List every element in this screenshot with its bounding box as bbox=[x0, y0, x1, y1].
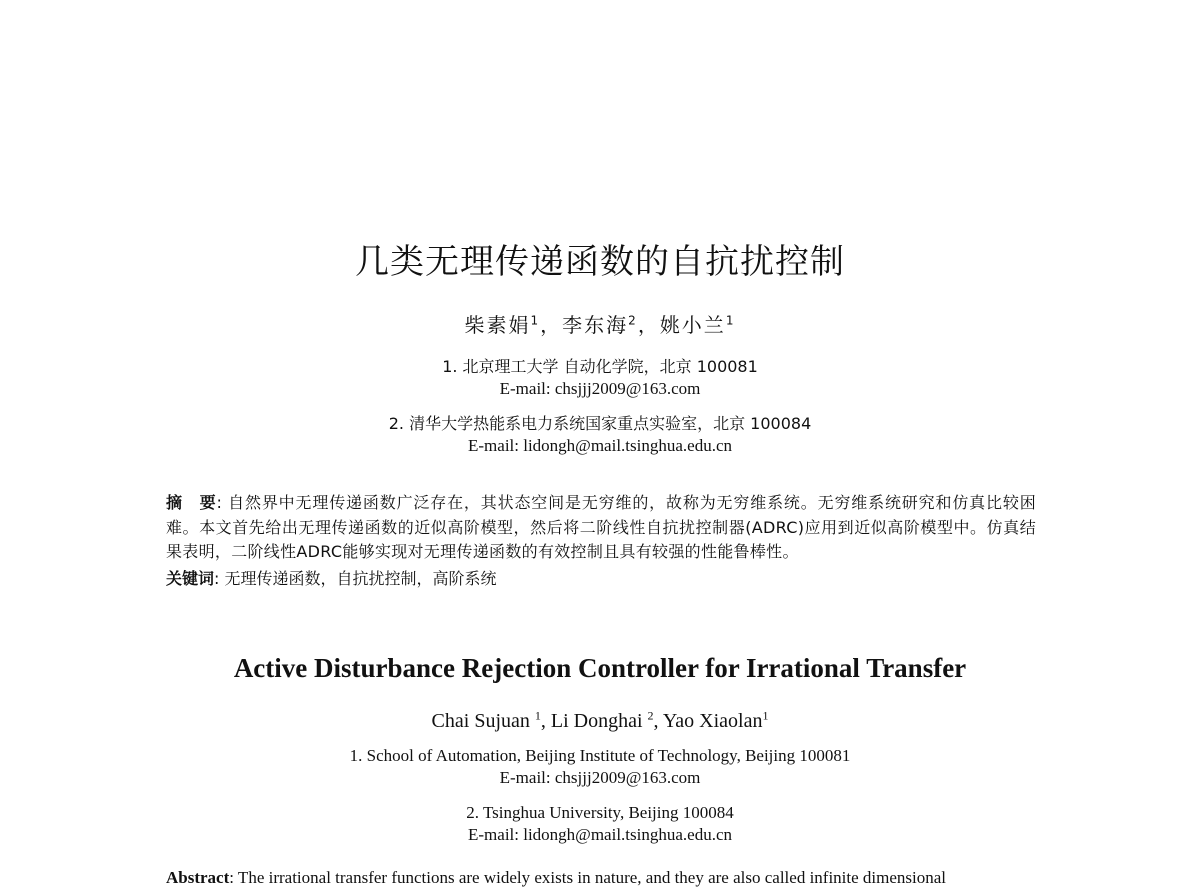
en-author-affiliation-mark: 1 bbox=[762, 708, 769, 723]
en-author-name: Li Donghai bbox=[550, 710, 648, 732]
cn-abstract-text: : 自然界中无理传递函数广泛存在，其状态空间是无穷维的，故称为无穷维系统。无穷维系统研究和仿真比较困难。本文首先给出无理传递函数的近似高阶模型，然后将二阶线性自抗扰控制器(ADRC)应用到近似高阶模型中。仿真结果表明，二阶线性ADRC能够实现对无理传递函数的有效控制且具有较强的性能鲁棒性。 bbox=[166, 493, 1036, 561]
en-abstract bbox=[166, 866, 1036, 890]
cn-author-name: 李东海 bbox=[562, 313, 629, 337]
en-abstract-label: Abstract bbox=[166, 868, 230, 887]
cn-paper-title: 几类无理传递函数的自抗扰控制 bbox=[355, 242, 845, 282]
cn-affiliation-line: 2. 清华大学热能系电力系统国家重点实验室，北京 100084 bbox=[388, 414, 812, 433]
cn-author-name: 姚小兰 bbox=[659, 313, 726, 337]
en-paper-title: Active Disturbance Rejection Controller for Irrational Transfer bbox=[233, 653, 967, 683]
cn-affiliation-1 bbox=[0, 356, 1200, 400]
cn-affiliation-line: 1. 北京理工大学 自动化学院，北京 100081 bbox=[442, 357, 758, 376]
en-author-list bbox=[0, 706, 1200, 736]
cn-author-affiliation-mark: 1 bbox=[530, 313, 541, 328]
en-author-separator: , bbox=[540, 710, 551, 732]
cn-author-list bbox=[0, 310, 1200, 340]
en-author-name: Yao Xiaolan bbox=[662, 710, 763, 732]
en-affiliation-email: E-mail: lidongh@mail.tsinghua.edu.cn bbox=[468, 825, 732, 844]
cn-author-separator: ， bbox=[637, 313, 660, 337]
en-author-separator: , bbox=[653, 710, 663, 732]
cn-abstract bbox=[166, 491, 1036, 565]
cn-author-affiliation-mark: 1 bbox=[725, 313, 736, 328]
cn-author-name: 柴素娟 bbox=[464, 313, 531, 337]
cn-keywords-text: : 无理传递函数，自抗扰控制，高阶系统 bbox=[214, 569, 497, 588]
en-affiliation-line: 2. Tsinghua University, Beijing 100084 bbox=[466, 803, 734, 822]
cn-author-separator: ， bbox=[540, 313, 563, 337]
en-affiliation-email: E-mail: chsjjj2009@163.com bbox=[499, 768, 701, 787]
en-author-name: Chai Sujuan bbox=[431, 710, 535, 732]
cn-affiliation-2 bbox=[0, 413, 1200, 457]
cn-affiliation-email: E-mail: lidongh@mail.tsinghua.edu.cn bbox=[468, 436, 732, 455]
cn-author-affiliation-mark: 2 bbox=[628, 313, 638, 328]
en-abstract-text: : The irrational transfer functions are widely exists in nature, and they are also called infinite dimensional bbox=[229, 868, 947, 887]
en-affiliation-2 bbox=[0, 802, 1200, 846]
en-affiliation-1 bbox=[0, 745, 1200, 789]
en-author-affiliation-mark: 1 bbox=[534, 708, 541, 723]
cn-abstract-label: 摘 要 bbox=[166, 493, 217, 512]
en-affiliation-line: 1. School of Automation, Beijing Institute of Technology, Beijing 100081 bbox=[349, 746, 851, 765]
en-author-affiliation-mark: 2 bbox=[647, 708, 654, 723]
cn-keywords-label: 关键词 bbox=[166, 569, 215, 588]
cn-affiliation-email: E-mail: chsjjj2009@163.com bbox=[499, 379, 701, 398]
cn-keywords bbox=[166, 567, 1036, 591]
